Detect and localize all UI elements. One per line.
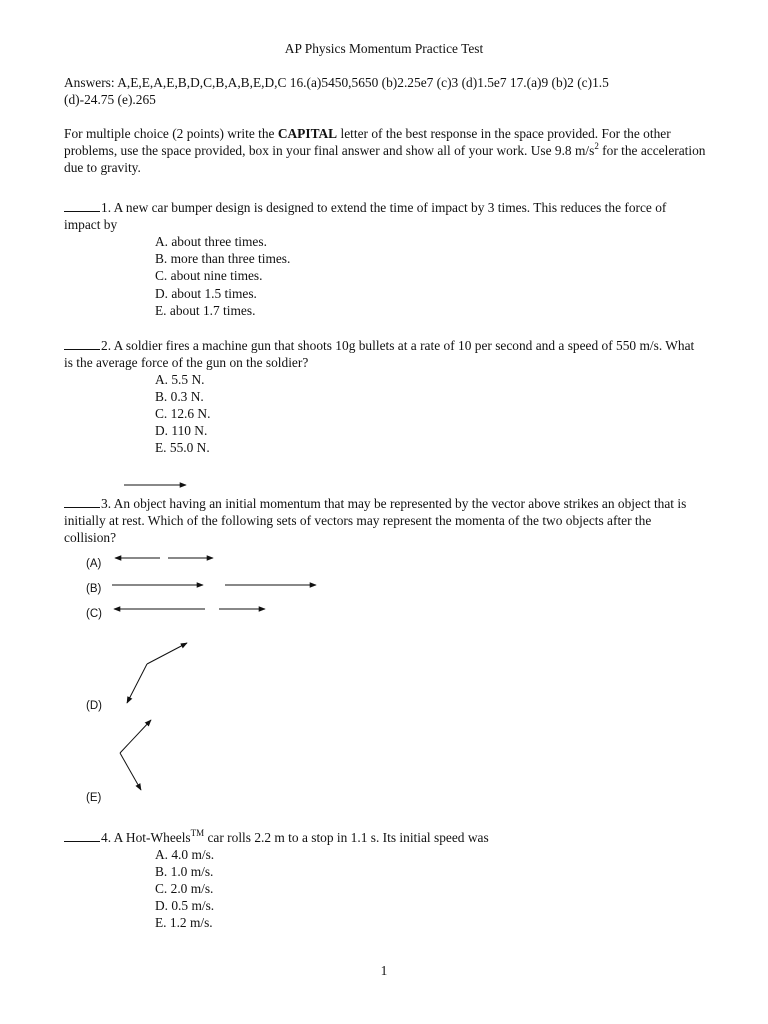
question-4-text-after: car rolls 2.2 m to a stop in 1.1 s. Its initial speed was — [204, 830, 489, 845]
question-4 — [64, 829, 706, 846]
q1-choice-e: E. about 1.7 times. — [155, 303, 256, 318]
question-3-text: An object having an initial momentum that may be represented by the vector above strikes an object that is initially at rest. Which of the following sets of vectors may represent the momenta of the two objects after the collision? — [64, 496, 687, 545]
q4-choice-a: A. 4.0 m/s. — [155, 847, 215, 862]
answers-line-2: (d)-24.75 (e).265 — [64, 92, 156, 107]
q3-option-d-label: (D) — [86, 700, 102, 712]
q4-choice-d: D. 0.5 m/s. — [155, 898, 215, 913]
trademark-superscript: TM — [190, 828, 205, 838]
answers-line-1: Answers: A,E,E,A,E,B,D,C,B,A,B,E,D,C 16.(a)5450,5650 (b)2.25e7 (c)3 (d)1.5e7 17.(a)9 (b)2 (c)1.5 — [64, 75, 609, 90]
question-4-number: 4. — [101, 830, 112, 845]
question-1-text: A new car bumper design is designed to extend the time of impact by 3 times. This reduces the force of impact by — [64, 200, 667, 232]
page-number: 1 — [380, 963, 388, 978]
instructions-superscript: 2 — [594, 141, 599, 151]
q1-choice-d: D. about 1.5 times. — [155, 286, 257, 301]
option-d-arrow-down — [127, 664, 147, 703]
question-4-text-before: A Hot-Wheels — [111, 830, 191, 845]
page-title: AP Physics Momentum Practice Test — [284, 41, 484, 56]
q2-choice-d: D. 110 N. — [155, 423, 208, 438]
q1-choice-b: B. more than three times. — [155, 251, 291, 266]
instructions-part-2: letter of the best response in the space provided. For the other problems, use the space provided, box in your final answer and show all of your work. Use 9.8 m/s — [64, 126, 671, 158]
instructions-part-1: For multiple choice (2 points) write the — [64, 126, 278, 141]
option-e-arrow-up — [120, 720, 151, 753]
option-e-arrow-down — [120, 753, 141, 790]
q2-choice-c: C. 12.6 N. — [155, 406, 211, 421]
instructions-bold: CAPITAL — [277, 126, 338, 141]
answer-blank-4[interactable] — [64, 829, 100, 842]
q3-option-b-label: (B) — [86, 583, 102, 595]
q3-option-c-label: (C) — [86, 608, 102, 620]
q1-choice-a: A. about three times. — [155, 234, 267, 249]
q4-choice-c: C. 2.0 m/s. — [155, 881, 214, 896]
question-2-number: 2. — [101, 338, 112, 353]
q4-choice-e: E. 1.2 m/s. — [155, 915, 213, 930]
question-2-text: A soldier fires a machine gun that shoots 10g bullets at a rate of 10 per second and a speed of 550 m/s. What is the average force of the gun on the soldier? — [64, 338, 695, 370]
q2-choice-a: A. 5.5 N. — [155, 372, 205, 387]
q4-choice-b: B. 1.0 m/s. — [155, 864, 214, 879]
q2-choice-e: E. 55.0 N. — [155, 440, 210, 455]
question-1-number: 1. — [101, 200, 112, 215]
instructions-part-3: for the acceleration due to gravity. — [64, 143, 706, 175]
question-3-number: 3. — [101, 496, 112, 511]
q3-option-a-label: (A) — [86, 558, 102, 570]
q2-choice-b: B. 0.3 N. — [155, 389, 204, 404]
q1-choice-c: C. about nine times. — [155, 268, 263, 283]
q3-option-e-label: (E) — [86, 792, 102, 804]
option-d-arrow-up — [147, 643, 187, 664]
